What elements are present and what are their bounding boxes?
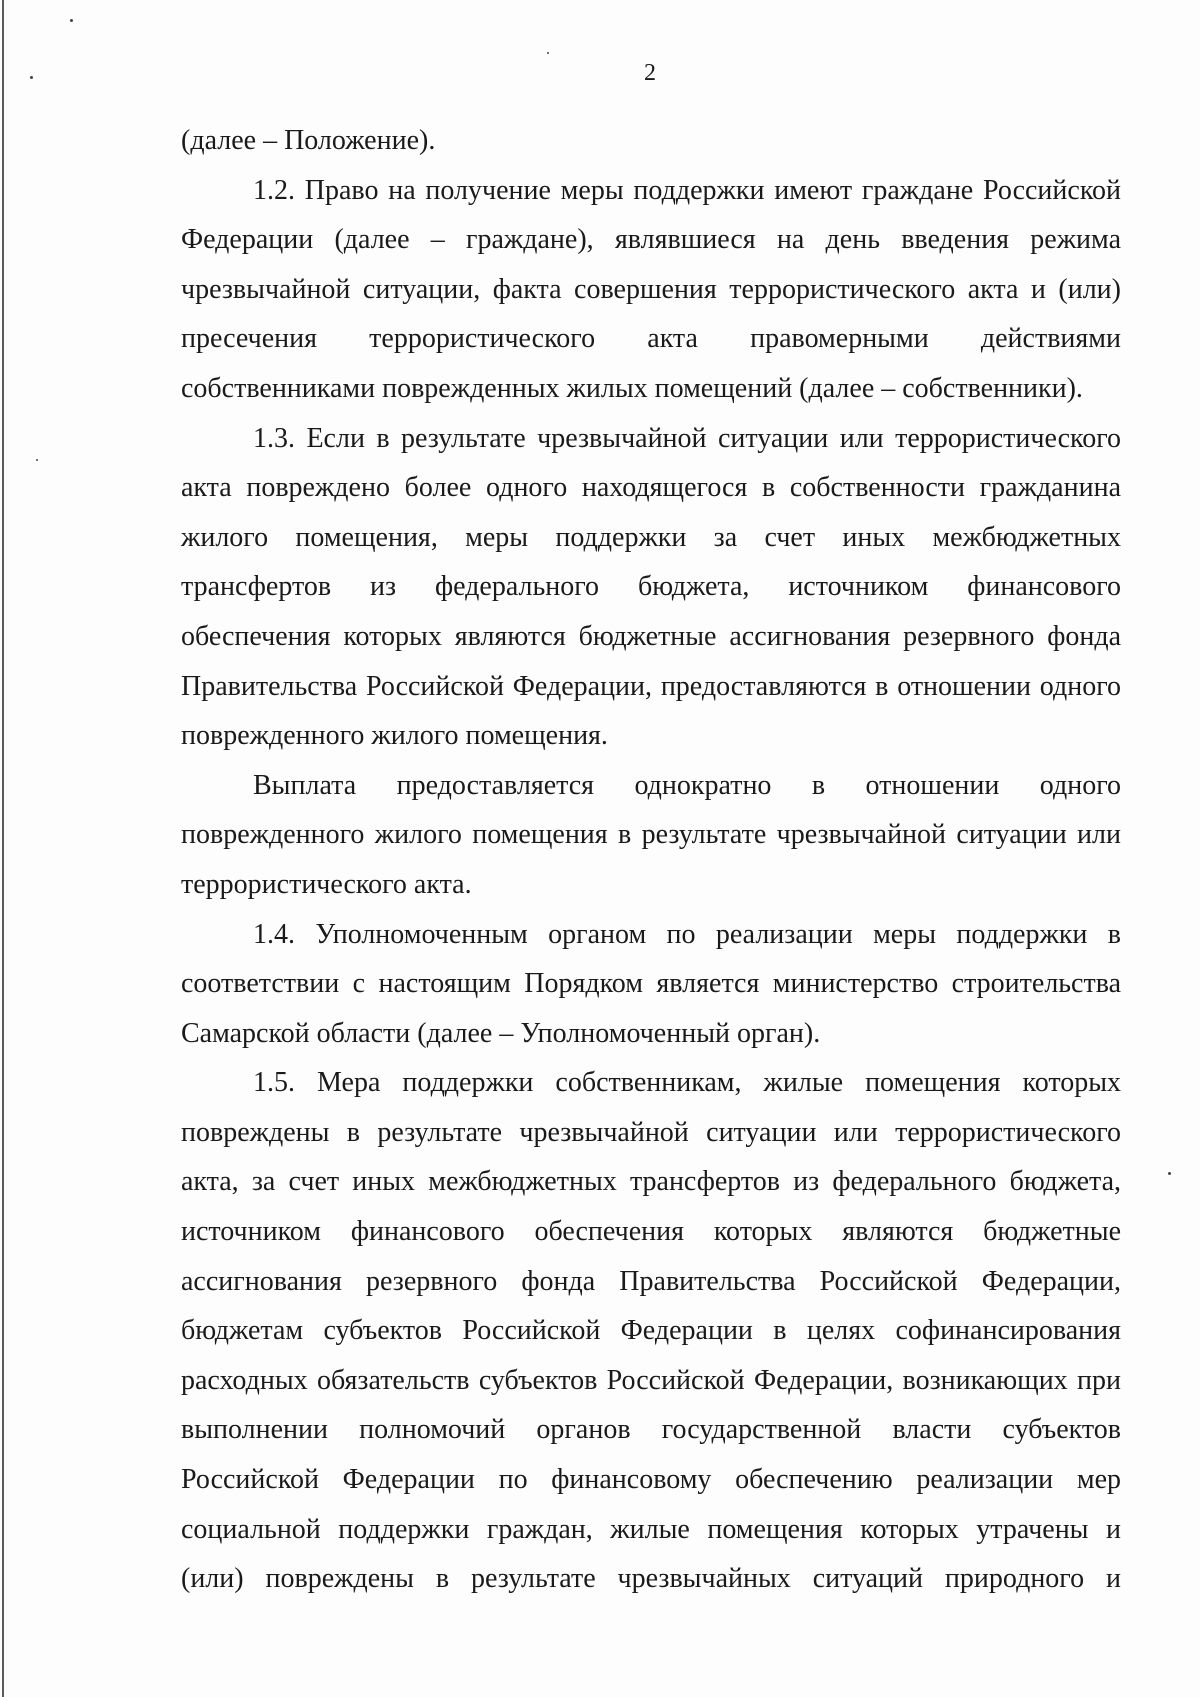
- text-line: акта, за счет иных межбюджетных трансфертов из федерального бюджета,: [181, 1166, 1121, 1198]
- text-line: 1.5. Мера поддержки собственникам, жилые помещения которых: [253, 1067, 1121, 1099]
- text-line: соответствии с настоящим Порядком является министерство строительства: [181, 968, 1121, 1000]
- scan-speck: [30, 76, 33, 79]
- text-line: 1.2. Право на получение меры поддержки имеют граждане Российской: [253, 174, 1121, 206]
- text-line: акта повреждено более одного находящегося в собственности гражданина: [181, 472, 1121, 504]
- text-line: источником финансового обеспечения которых являются бюджетные: [181, 1216, 1121, 1248]
- text-line: Самарской области (далее – Уполномоченный орган).: [181, 1017, 821, 1049]
- text-line: повреждены в результате чрезвычайной ситуации или террористического: [181, 1116, 1121, 1148]
- page-number: 2: [644, 60, 656, 86]
- scan-speck: [1168, 1172, 1171, 1175]
- text-line: расходных обязательств субъектов Российской Федерации, возникающих при: [181, 1364, 1121, 1396]
- text-line: собственниками поврежденных жилых помещений (далее – собственники).: [181, 372, 1083, 404]
- text-line: выполнении полномочий органов государственной власти субъектов: [181, 1414, 1121, 1446]
- text-line: (или) повреждены в результате чрезвычайных ситуаций природного и: [181, 1563, 1121, 1595]
- text-line: обеспечения которых являются бюджетные ассигнования резервного фонда: [181, 620, 1121, 652]
- text-line: (далее – Положение).: [181, 125, 436, 156]
- text-line: Российской Федерации по финансовому обеспечению реализации мер: [181, 1464, 1121, 1496]
- scan-speck: [547, 52, 549, 54]
- scan-speck: [70, 19, 73, 22]
- scan-speck: [36, 459, 38, 461]
- text-line: Правительства Российской Федерации, предоставляются в отношении одного: [181, 670, 1121, 702]
- text-line: поврежденного жилого помещения.: [181, 720, 608, 752]
- scan-left-edge: [2, 0, 4, 1697]
- text-line: 1.3. Если в результате чрезвычайной ситуации или террористического: [253, 422, 1121, 454]
- text-line: поврежденного жилого помещения в результате чрезвычайной ситуации или: [181, 819, 1121, 851]
- text-line: пресечения террористического акта правомерными действиями: [181, 323, 1121, 355]
- text-line: жилого помещения, меры поддержки за счет иных межбюджетных: [181, 521, 1121, 553]
- text-line: чрезвычайной ситуации, факта совершения террористического акта и (или): [181, 273, 1121, 305]
- text-line: Федерации (далее – граждане), являвшиеся на день введения режима: [181, 224, 1121, 256]
- text-line: Выплата предоставляется однократно в отношении одного: [253, 769, 1121, 801]
- text-line: ассигнования резервного фонда Правительства Российской Федерации,: [181, 1265, 1121, 1297]
- document-body: [181, 116, 1121, 1604]
- text-line: трансфертов из федерального бюджета, источником финансового: [181, 571, 1121, 603]
- text-line: социальной поддержки граждан, жилые помещения которых утрачены и: [181, 1513, 1121, 1545]
- text-line: 1.4. Уполномоченным органом по реализации меры поддержки в: [253, 918, 1121, 950]
- text-line: террористического акта.: [181, 868, 472, 900]
- text-line: бюджетам субъектов Российской Федерации в целях софинансирования: [181, 1315, 1121, 1347]
